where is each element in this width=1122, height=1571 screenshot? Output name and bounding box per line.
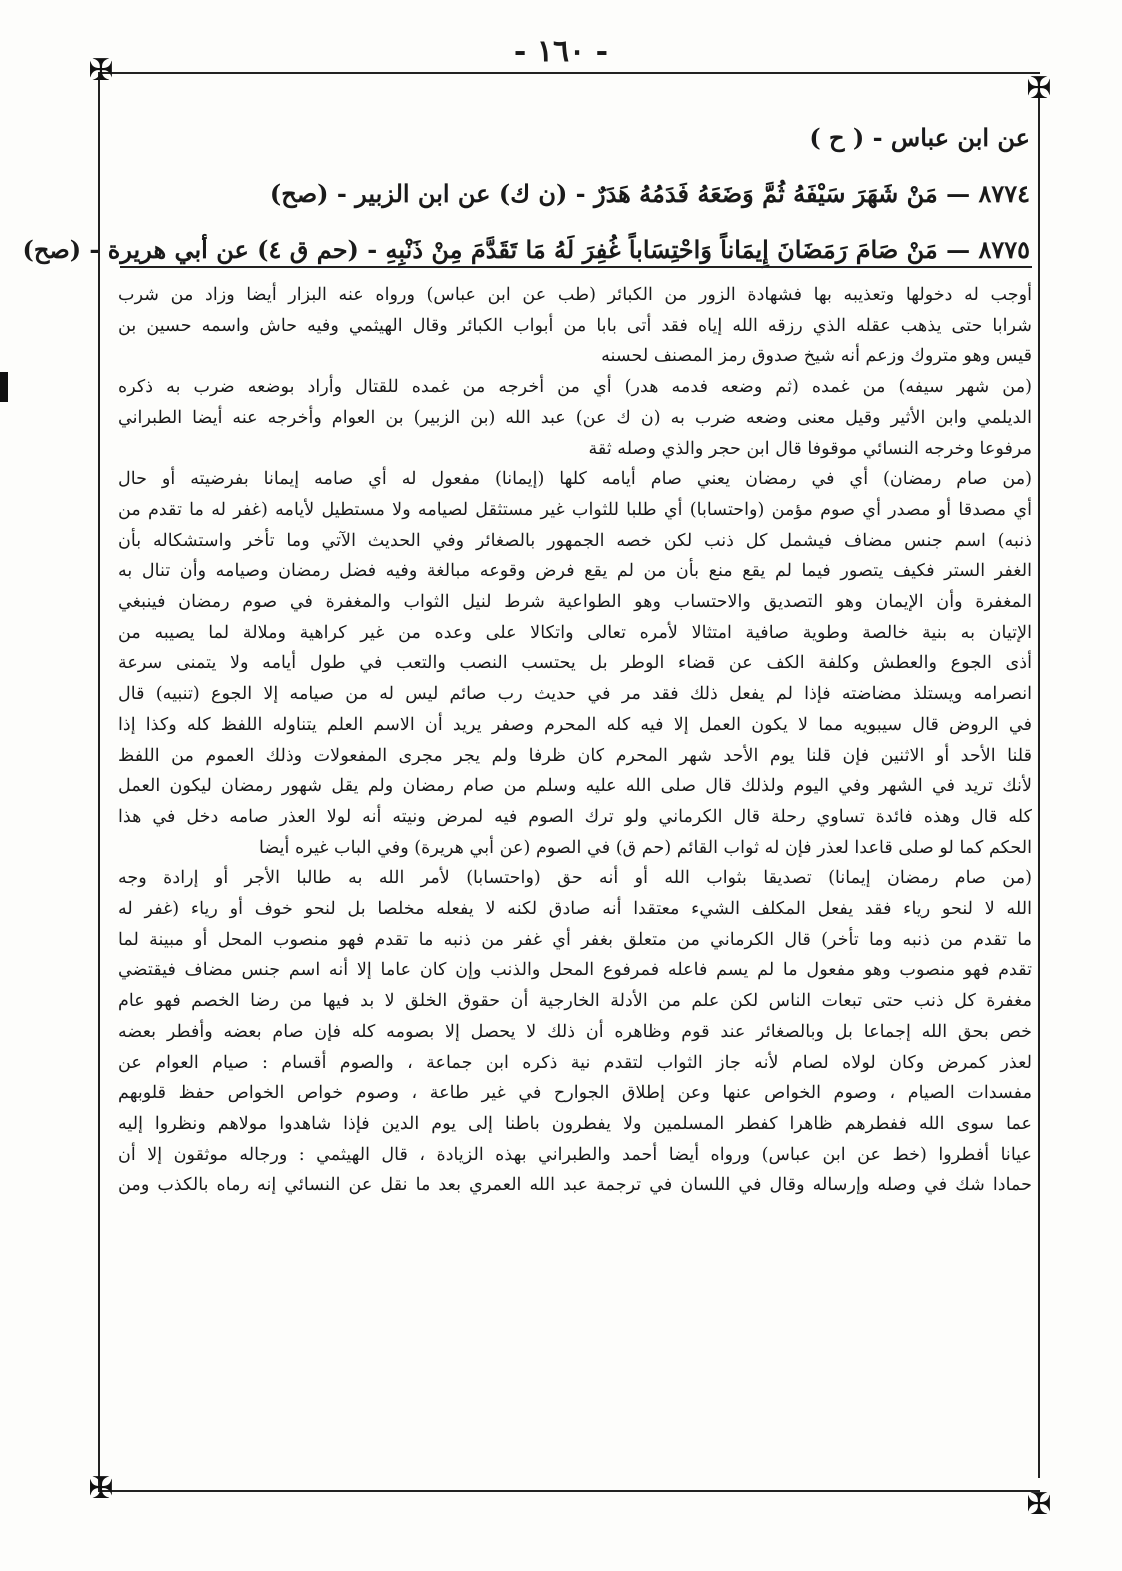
commentary-line: أي مصدقا أو مصدر أي صوم مؤمن (واحتسابا) أي طلبا للثواب غير مستثقل لصيامه ولا مستطيل لأيامه (غفر له ما تقدم من [118,499,1032,520]
commentary-line: الله لا لنحو رياء فقد يفعل المكلف الشيء معتقدا أنه صادق لكنه لا يفعله مخلصا بل لنحو خوف أو رياء (غفر له [118,899,1032,920]
commentary-line: خص بحق الله إجماعا بل وبالصغائر عند قوم وظاهره أن ذلك لا يحصل إلا بصومه كله فإن صام بعضه وأفطر بعضه [118,1021,1032,1042]
commentary-line: (من صام رمضان إيمانا) تصديقا بثواب الله أو أنه حق (واحتسابا) لأمر الله به طالبا الأجر أو إرادة وجه [118,868,1032,889]
commentary-line: ما تقدم من ذنبه وما تأخر) قال الكرماني من متعلق بغفر أي غفر من ذنبه ما تقدم فهو منصوب المحل أو مبينة لما [118,929,1032,950]
commentary-line: مفسدات الصيام ، وصوم الخواص عنها وعن إطلاق الجوارح في غير طاعة ، وصوم خواص الخواص حفظ قلوبهم [118,1083,1032,1104]
commentary-line: انصرامه ويستلذ مضاضته فإذا لم يفعل ذلك فقد مر في حديث رب صائم ليس له من صيامه إلا الجوع (تنبيه) قال [118,684,1032,705]
commentary-text [118,280,1032,1480]
commentary-line: لعذر كمرض وكان لولاه لصام لأنه جاز الثواب لتقدم نية ذكره ابن جماعة ، والصوم أقسام : صيام العوام عن [118,1052,1032,1073]
corner-ornament-icon: ✠ [88,1471,114,1506]
commentary-line: أذى الجوع والعطش وكلفة الكف عن قضاء الوطر بل يحتسب النصب والتعب في طول أيامه ولا يتمنى سرعة [118,653,1032,674]
commentary-line: عيانا أفطروا (خط عن ابن عباس) ورواه أيضا أحمد والطبراني بهذه الزيادة ، قال الهيثمي : ورجاله موثقون إلا أن [118,1144,1032,1165]
commentary-line: لأنك تريد في الشهر وفي اليوم ولذلك قال صلى الله عليه وسلم من صام رمضان ولم يقل شهور رمضان ليكون العمل [118,776,1032,797]
commentary-line: أوجب له دخولها وتعذيبه بها فشهادة الزور من الكبائر (طب عن ابن عباس) ورواه عنه البزار أيضا وزاد من شرب [118,285,1032,305]
commentary-line: شرابا حتى يذهب عقله الذي رزقه الله إياه فقد أتى بابا من أبواب الكبائر وقال الهيثمي وفيه حاش واسمه حسين بن [118,315,1032,336]
commentary-line: عما سوى الله ففطرهم ظاهرا كفطر المسلمين ولا يفطرون باطنا إلى يوم الدين فإذا شاهدوا مولاهم ونظروا إليه [118,1113,1032,1134]
commentary-line: مرفوعا وخرجه النسائي موقوفا قال ابن حجر والذي وصله ثقة [588,438,1032,459]
commentary-line: المغفرة وأن الإيمان وهو التصديق والاحتساب وهو الطواعية شرط لنيل الثواب والمغفرة في صوم رمضان فينبغي [118,592,1032,613]
frame-top-rule [98,72,1040,74]
frame-left-rule [98,72,100,1492]
frame-bottom-rule [98,1490,1040,1492]
header-separator [120,266,1032,268]
left-scan-mark [0,372,8,402]
hadith-8774: ٨٧٧٤ — مَنْ شَهَرَ سَيْفَهُ ثُمَّ وَضَعَهُ فَدَمُهُ هَدَرٌ - (ن ك) عن ابن الزبير - (صح) [269,179,1030,208]
commentary-line: (من شهر سيفه) من غمده (ثم وضعه فدمه هدر) أي من أخرجه من غمده للقتال وأراد بوضعه ضرب به ذكره [118,377,1032,398]
hadith-header [22,110,1030,278]
corner-ornament-icon: ✠ [1026,1487,1052,1522]
corner-ornament-icon: ✠ [1026,71,1052,106]
commentary-line: حمادا شك في وصله وإرساله وقال في اللسان في ترجمة عبد الله العمري بعد ما نقل عن النسائي إنه رماه بالكذب ومن [118,1175,1032,1196]
commentary-line: مغفرة كل ذنب حتى تبعات الناس لكن علم من الأدلة الخارجية أن حقوق الخلق لا بد فيها من رضا الخصم فهو عام [118,991,1032,1012]
commentary-line: الإتيان به بنية خالصة وطوية صافية امتثالا لأمره تعالى واتكالا على وعده من غير كراهية وملالة لما يصيبه من [118,622,1032,643]
commentary-line: الحكم كما لو صلى قاعدا لعذر فإن له ثواب القائم (حم ق) في الصوم (عن أبي هريرة) وفي الباب غيره أيضا [259,837,1032,858]
corner-ornament-icon: ✠ [88,53,114,88]
commentary-line: قيس وهو متروك وزعم أنه شيخ صدوق رمز المصنف لحسنه [601,346,1032,367]
commentary-line: (من صام رمضان) أي في رمضان يعني صام أيامه كلها (إيمانا) مفعول له أي صامه إيمانا بفرضيته أو حال [118,469,1032,490]
commentary-line: في الروض قال سيبويه مما لا يكون العمل إلا فيه كله المحرم وصفر يريد أن الاسم العلم يتناوله اللفظ كله وكذا إذا [118,714,1032,735]
hadith-8775: ٨٧٧٥ — مَنْ صَامَ رَمَضَانَ إِيمَاناً وَاحْتِسَاباً غُفِرَ لَهُ مَا تَقَدَّمَ مِنْ ذَنْبِهِ - (حم ق ٤) عن أبي هريرة - (صح) [22,235,1030,264]
commentary-line: الغفر الستر فكيف يتصور فيما لم يقع منع بأن من لم يقع فرض وقوعه مبالغة وفيه فضل رمضان وصيامه وأن تنال به [118,561,1032,582]
commentary-line: كله قال وهذه فائدة تساوي رحلة قال الكرماني ولو ترك الصوم فيه لمرض ونيته أنه لولا العذر صامه دخل في هذا [118,806,1032,827]
page-number: - ١٦٠ - [513,34,609,69]
frame-right-rule [1038,88,1040,1478]
commentary-line: الديلمي وابن الأثير وقيل معنى وضعه ضرب به (ن ك عن) عبد الله (بن الزبير) بن العوام وأخرجه عنه أيضا الطبراني [118,407,1032,428]
commentary-line: قلنا الأحد أو الاثنين فإن قلنا يوم الأحد شهر المحرم كان ظرفا ولم يجر مجرى المفعولات وذلك العموم من اللفظ [118,745,1032,766]
commentary-line: تقدم فهو منصوب وهو مفعول ما لم يسم فاعله فمرفوع المحل والذنب وإن كان عاما إلا أنه اسم جنس مضاف فيقتضي [118,960,1032,981]
commentary-line: ذنبه) اسم جنس مضاف فيشمل كل ذنب لكن خصه الجمهور بالصغائر وفي الحديث الآتي وما تأخر واستشكاله بأن [118,530,1032,551]
header-line: عن ابن عباس - ( ح ) [809,123,1030,152]
